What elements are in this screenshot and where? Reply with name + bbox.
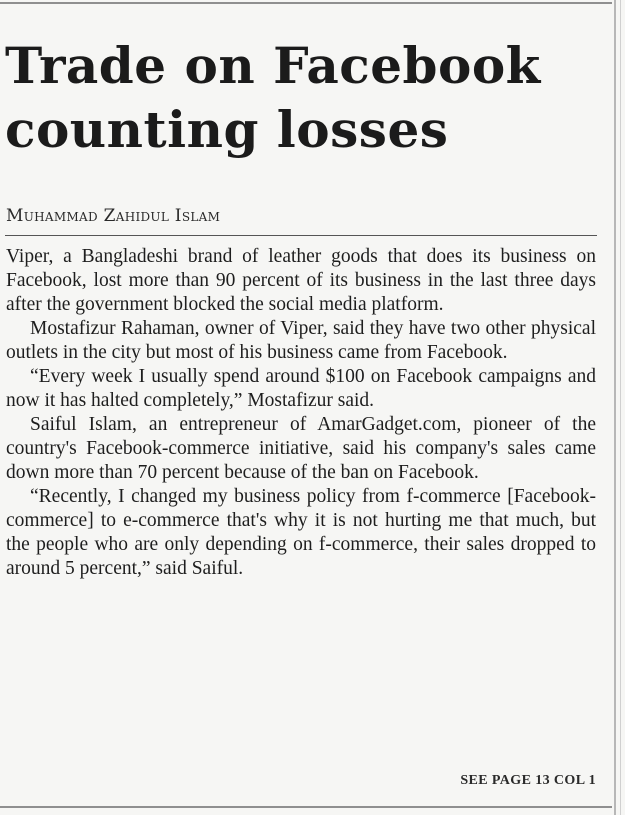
paragraph-2: Mostafizur Rahaman, owner of Viper, said they have two other physical outlets in the city but most of his business came from Facebook. (6, 318, 596, 363)
column-rule (614, 0, 616, 815)
column-rule-inner (620, 0, 621, 815)
headline-line-2: counting losses (5, 100, 449, 159)
paragraph-1: Viper, a Bangladeshi brand of leather goods that does its business on Facebook, lost more than 90 percent of its business in the last three days after the government blocked the social media platform. (6, 246, 596, 315)
headline-line-1: Trade on Facebook (5, 36, 541, 95)
headline (5, 34, 605, 162)
paragraph-3: “Every week I usually spend around $100 on Facebook campaigns and now it has halted completely,” Mostafizur said. (6, 366, 596, 411)
paragraph-4: Saiful Islam, an entrepreneur of AmarGadget.com, pioneer of the country's Facebook-commerce initiative, said his company's sales came down more than 70 percent because of the ban on Facebook. (6, 414, 596, 483)
paragraph-5: “Recently, I changed my business policy from f-commerce [Facebook-commerce] to e-commerce that's why it is not hurting me that much, but the people who are only depending on f-commerce, their sales dropped to around 5 percent,” said Saiful. (6, 486, 596, 579)
byline-rule (5, 235, 597, 236)
article-body (6, 245, 596, 581)
top-rule (0, 2, 612, 4)
bottom-rule (0, 806, 612, 808)
byline: Muhammad Zahidul Islam (6, 206, 221, 226)
jump-line: SEE PAGE 13 COL 1 (460, 773, 596, 788)
